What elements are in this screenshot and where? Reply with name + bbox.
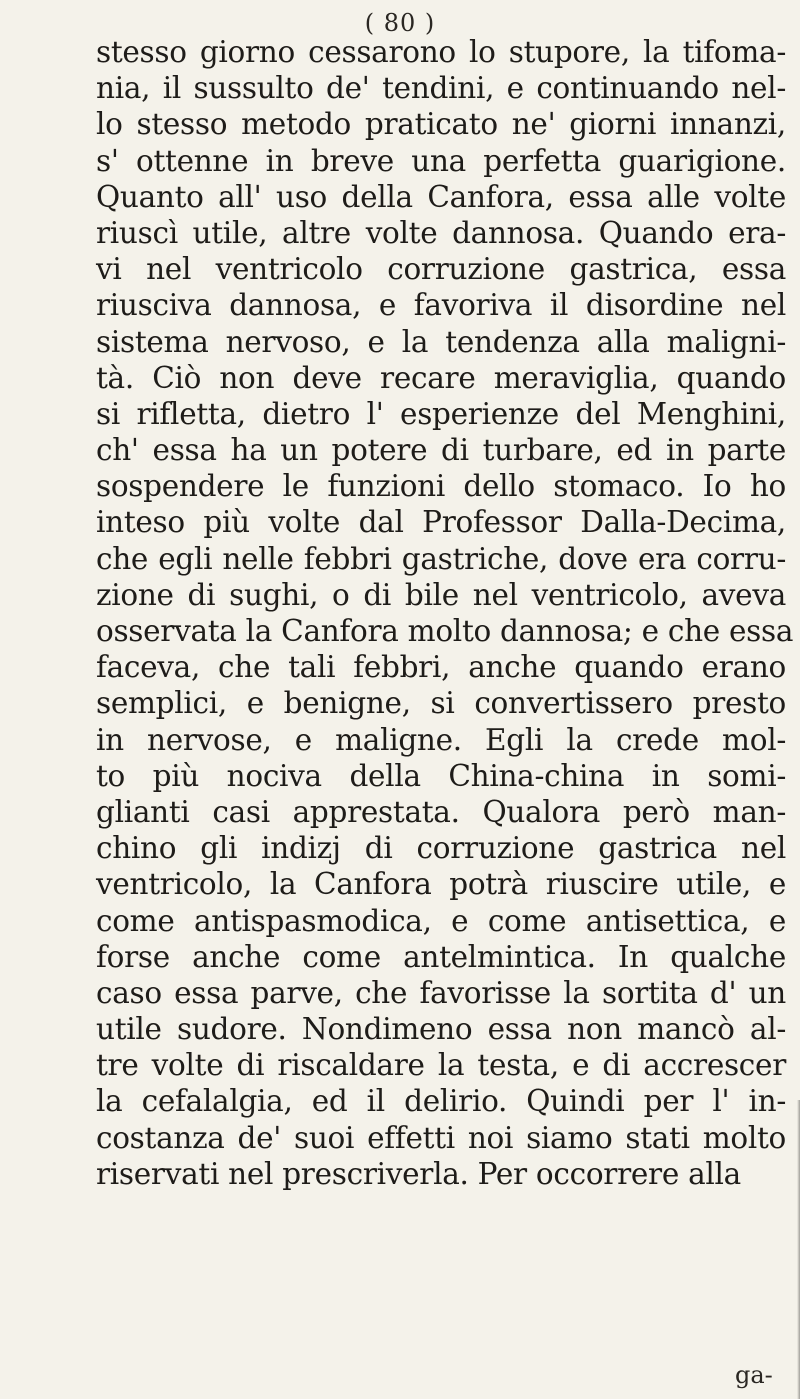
text-line: s' ottenne in breve una perfetta guarigione. bbox=[96, 143, 786, 178]
text-line: riuscì utile, altre volte dannosa. Quando era- bbox=[96, 215, 786, 250]
text-line: in nervose, e maligne. Egli la crede mol- bbox=[96, 722, 786, 757]
text-line: nia, il sussulto de' tendini, e continuando nel- bbox=[96, 71, 786, 106]
text-line: la cefalalgia, ed il delirio. Quindi per l' in- bbox=[96, 1084, 786, 1119]
text-line: inteso più volte dal Professor Dalla-Decima, bbox=[96, 505, 786, 540]
text-line: che egli nelle febbri gastriche, dove era corru- bbox=[96, 541, 786, 576]
text-line: riservati nel prescriverla. Per occorrere alla bbox=[96, 1156, 741, 1191]
text-line: tà. Ciò non deve recare meraviglia, quando bbox=[96, 360, 786, 395]
text-line: semplici, e benigne, si convertissero presto bbox=[96, 686, 786, 721]
text-line: Quanto all' uso della Canfora, essa alle volte bbox=[96, 179, 786, 214]
text-line: zione di sughi, o di bile nel ventricolo, aveva bbox=[96, 577, 786, 612]
text-line: utile sudore. Nondimeno essa non mancò al- bbox=[96, 1012, 786, 1047]
text-line: sospendere le funzioni dello stomaco. Io ho bbox=[96, 469, 786, 504]
text-line: faceva, che tali febbri, anche quando erano bbox=[96, 650, 786, 685]
text-line: riusciva dannosa, e favoriva il disordine nel bbox=[96, 288, 786, 323]
text-line: ch' essa ha un potere di turbare, ed in parte bbox=[96, 433, 786, 468]
text-line: si rifletta, dietro l' esperienze del Menghini, bbox=[96, 396, 786, 431]
body-paragraph bbox=[96, 34, 794, 1192]
text-line: to più nociva della China-china in somi- bbox=[96, 758, 786, 793]
page-number: ( 80 ) bbox=[364, 9, 436, 37]
text-line: lo stesso metodo praticato ne' giorni innanzi, bbox=[96, 107, 786, 142]
catchword: ga- bbox=[735, 1361, 773, 1389]
text-line: osservata la Canfora molto dannosa; e che essa bbox=[96, 614, 794, 648]
text-line: tre volte di riscaldare la testa, e di accrescer bbox=[96, 1048, 786, 1083]
text-line: sistema nervoso, e la tendenza alla maligni- bbox=[96, 324, 786, 359]
text-line: stesso giorno cessarono lo stupore, la tifoma- bbox=[96, 35, 786, 69]
text-line: caso essa parve, che favorisse la sortita d' un bbox=[96, 975, 786, 1010]
text-line: ventricolo, la Canfora potrà riuscire utile, e bbox=[96, 867, 786, 902]
text-line: vi nel ventricolo corruzione gastrica, essa bbox=[96, 252, 786, 287]
text-line: glianti casi apprestata. Qualora però man- bbox=[96, 794, 786, 829]
text-line: forse anche come antelmintica. In qualche bbox=[96, 939, 786, 974]
text-line: costanza de' suoi effetti noi siamo stati molto bbox=[96, 1120, 786, 1155]
text-line: come antispasmodica, e come antisettica, e bbox=[96, 903, 786, 938]
text-line: chino gli indizj di corruzione gastrica nel bbox=[96, 831, 786, 866]
